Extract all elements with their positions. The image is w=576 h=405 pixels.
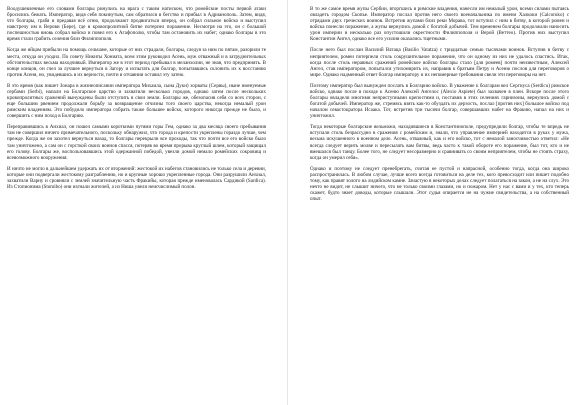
left-paragraph-5: И ничто не могло в дальнейшем удержать их от вторжений: жестокой их набегов становились не только села и деревни, которые они подвергали жестокому разграблению, но и крупные хорошо укрепленные города. Они разрушили Анхиал, захватили Варну и сровняли с землей значительную часть Фракийы, которая прежде именовалась Сардикой (Sardica). Из Стопионима (Stumibo) они изгнали жителей, а из Ниша увели неисчислимый полон. xyxy=(7,165,266,190)
left-paragraph-1: Воодушевленные его словами болгары ринулись на врага с таким натиском, что ромейские посты первой атаки бросились бежать. Император, видя себя покинутым, сам обратился в бегство и прибыл в Адрианополь. Затем, видя, что болгары, грабя и предавая всё огню, продолжают продвигаться вперед, он собрал сильное войско и выступил навстречу им в Верови (Бере), где в кровопролитной битве потерпел поражение. Несмотря на это, он с большой поспешностью вновь собрал войско и повел его к Агафополю, чтобы там остановить их набег; однако болгары в это время стали грабить селения близ Филиппополя. xyxy=(7,6,266,43)
right-paragraph-1: В то же самое время жупы Сербии, вторгшись в римские владения, нанесли им немалый урон, всеми силами пытаясь овладеть городом Скопье. Император послал против него своего военачальника по имени Халкоки (Calcoruko) с отрядами двух греческих воинов. Встретив жупами близ реки Морава, тот вступил с ним в битву, в которой ромеи и войска понесли поражение, а жупы вернулись домой с богатой добычей. Тем временем болгары продолжали наносить урон империи и несколько раз опустошили окрестности Филиппополя и Верой (Веттео). Против них выступил Константин Ангел, однако все его усилия оказались тщетными. xyxy=(310,6,569,43)
left-page xyxy=(7,6,266,402)
right-paragraph-5: Однако и поэтому не следует пренебрегать, считая ее пустой и напрасной, особенно тогда, когда она широко распространилась. В любом случае, лучше всего всегда готовиться на деле тех, кого превосходит или пишет подобно тому, как правят золото на лидийском камне. Зачастую в некоторых делах следует полагаться на закон, а не на слух. Это нечто не видит, не слышит ничего, что не только своими глазами, но и пожаром. Нет у нас с вами и у тех, кто теперь скажет, будто знает доводы, которые слышали. Этот судья опирается не на чужие свидетельства, а на собственный опыт. xyxy=(310,165,569,203)
right-paragraph-2: После него был послан Василий Ватаца (Basilio Vatatza) с тридцатью семью тысячами воинов. Вступив в битву с неприятелем, ромеи потерпели столь сокрушительное поражение, что он одному из них не удалось спастись. Итак, когда после столь неравных сражений ромейское войско болгары стало [для ромеев] почти неизвестным, Алексей Ангел, став императором, попытался утихомирить их, направив к братьям Петру и Асеню послов для переговоров о мире. Однако надменный ответ болгар императору и их непомерные требования свели эти переговоры на нет. xyxy=(310,47,569,78)
right-page xyxy=(310,6,569,402)
right-paragraph-3: Поэтому император был вынужден послать в Болгарию войско. В уважение к болгарам вел Сергиуса (Serdicu) римское войско, однако после в походе к Асеню Алексей Ангелос (Alexio Aspiete) был захвачен в плен. Вскоре после этого болгары овладели многими неприступными крепостями и, поставив в этих селениях гарнизоны, вернулись домой с богатой добычей. Император же, стремясь взять как-то обуздать их дерзость, послал [против них] большое войско под началом севастократора Исаака. Тот, встретив три тысячи болгар, совершавших набег на Фракию, напал на них и уничтожил. xyxy=(310,82,569,120)
left-paragraph-2: Когда же яйцам прибыли на помощь сельчане, которые от них страдали, болгары, следуя за ним по пятам, разорили те места, откуда он уходил. По совету Никиты Хониата, всем этим руководил Асень, муж отважный и в затруднительных обстоятельствах весьма находчивый. Император же в этот период пребывал в меланхолии, не зная, что предпринять. В конце концов, он счел за лучшее вернуться в Загору и испытать для болгар, попытавшись склонить их к восстанию против Асеня, но, увидевшись в их верности, почти в отчаянии оставил эту затею. xyxy=(7,47,266,78)
left-paragraph-4: Переправившись в Анхиал, он пошел самыми короткими путями горы Гем, однако за два месяца своего пребывания там не совершил ничего примечательного, поскольку обнаружил, что города и крепости укреплены гораздо лучше, чем прежде. Когда же он захотел вернуться назад, то болгары перекрыли все проходы, так что почти все его войско было там уничтожено, а сам он с горсткой своих воинов спасся, потеряв во время прорыва круглый шлем, который защищал его голову. Болгары же, воспользовавшись этой одержанной победой, увезли домой немало ромейских сокровищ и всевозможного вооружения. xyxy=(7,124,266,161)
left-paragraph-3: В это время (как пишет Зонара в жизнеописании императора Михаила, сына Дуки) хорваты (Сервы), ныне именуемые сербами (Serbi), напали на Болгарское царство и захватили несколько городов, однако затем после нескольких кровопролитных сражений вынуждены были отступить в свои земли. Болгары же, обезопасив себя со всех сторон, с еще большим рвением продолжали борьбу за возвращение отчизны того своего царства, некогда немалый урон римским владениям. Это побудило императора собрать также большее войско, которого никогда прежде не было, и совершить с ним поход в Болгарию. xyxy=(7,82,266,120)
right-paragraph-4: Тогда некоторые болгарские вельможи, находившиеся в Константинополе, предупредили болгар, чтобы те впредь не вступали столь безрассудно в сражения с ромейским и, знали, что управление империей находится в руках у мужа, весьма искушенного в военном деле. Асень, отважный, как и его войско, тот с немалой заносчивостью ответил: «Не всегда следует верить молве и пересылать вам битвы, ведь часто к такой обороте его поражение, был тот, кто и не вмешался был танцу. Более того, не следует несоразмерно и сравнивать со своим неприятелем, чтобы не стоять страху, когда он умерил себя». xyxy=(310,124,569,161)
page-gutter xyxy=(287,0,288,405)
